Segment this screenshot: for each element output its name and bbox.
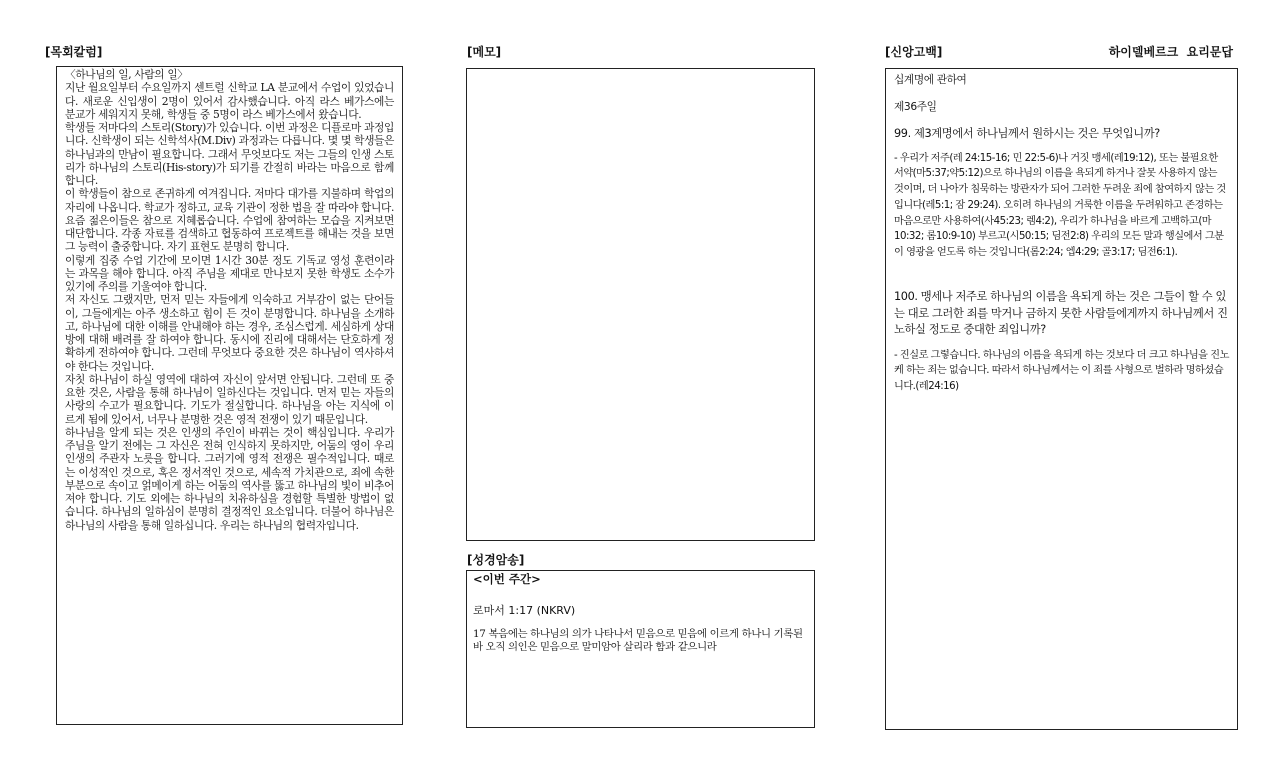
- verse-text: 17 복음에는 하나님의 의가 나타나서 믿음으로 믿음에 이르게 하나니 기록된 바 오직 의인은 믿음으로 말미암아 살리라 함과 같으니라: [473, 628, 803, 653]
- answer-99: - 우리가 저주(레 24:15-16; 민 22:5-6)나 거짓 맹세(레19:12), 또는 불필요한 서약(마5:37;약5:12)으로 하나님의 이름을 욕되게 하거나 잘못 사용하지 않는 것이며, 더 나아가 침묵하는 방관자가 되어 그러한 두려운 죄에 참여하지 않는 것입니다(레5:1; 잠 29:24). 오히려 하나님의 거룩한 이름을 두려워하고 존경하는 마음으로만 사용하여(사45:23; 렘4:2), 우리가 하나님을 바르게 고백하고(마10:32; 롬10:9-10) 부르고(시50:15; 딤전2:8) 우리의 모든 말과 행실에서 그분이 영광을 얻도록 하는 것입니다(롬2:24; 엡4:29; 골3:17; 딤전6:1).: [894, 152, 1226, 259]
- column-paragraph: 학생들 저마다의 스토리(Story)가 있습니다. 이번 과정은 디플로마 과정입니다. 신학생이 되는 신학석사(M.Div) 과정과는 다릅니다. 몇 몇 학생들은 하나님과의 만남이 필요합니다. 그래서 무엇보다도 저는 그들의 인생 스토리가 하나님의 스토리(His-story)가 되기를 간절히 바라는 마음으로 함께 합니다.: [65, 121, 394, 187]
- week-label: <이번 주간>: [473, 572, 541, 586]
- catechism-title: 하이델베르크 요리문답: [1108, 45, 1233, 59]
- memo-header: [메모]: [467, 45, 502, 59]
- pastoral-column-header: [목회칼럼]: [45, 45, 103, 59]
- pastoral-column-box: [56, 66, 403, 725]
- column-title: 〈하나님의 일, 사람의 일〉: [65, 68, 188, 81]
- confession-header: [신앙고백]: [885, 45, 943, 59]
- column-paragraph: 자칫 하나님이 하실 영역에 대하여 자신이 앞서면 안됩니다. 그런데 또 중요한 것은, 사람을 통해 하나님이 일하신다는 것입니다. 먼저 믿는 자들의 사랑의 수고가 필요합니다. 기도가 절실합니다. 하나님을 아는 지식에 이르게 됨에 있어서, 너무나 분명한 것은 영적 전쟁이 있기 때문입니다.: [65, 372, 394, 426]
- confession-box: [885, 68, 1238, 730]
- memo-box[interactable]: [466, 68, 815, 541]
- verse-reference: 로마서 1:17 (NKRV): [473, 604, 576, 617]
- column-paragraph: 지난 월요일부터 수요일까지 센트럴 신학교 LA 분교에서 수업이 있었습니다. 새로운 신입생이 2명이 있어서 감사했습니다. 아직 라스 베가스에는 분교가 세워지지 못해, 학생들 중 5명이 라스 베가스에서 왔습니다.: [65, 81, 394, 121]
- pastoral-column-body: [57, 67, 402, 532]
- answer-100: - 진실로 그렇습니다. 하나님의 이름을 욕되게 하는 것보다 더 크고 하나님을 진노케 하는 죄는 없습니다. 따라서 하나님께서는 이 죄를 사형으로 벌하라 명하셨습니다.(레24:16): [894, 349, 1229, 393]
- lords-day-label: 제36주일: [894, 100, 937, 113]
- topic-label: 십계명에 관하여: [894, 73, 967, 86]
- scripture-memory-header: [성경암송]: [467, 553, 525, 567]
- scripture-memory-body: [467, 571, 814, 653]
- confession-body: [886, 69, 1237, 395]
- column-paragraph: 하나님을 알게 되는 것은 인생의 주인이 바뀌는 것이 핵심입니다. 우리가 주님을 알기 전에는 그 자신은 전혀 인식하지 못하지만, 어둠의 영이 우리 인생의 주관자 노릇을 합니다. 그러기에 영적 전쟁은 필수적입니다. 때로는 이성적인 것으로, 혹은 정서적인 것으로, 세속적 가치관으로, 죄에 속한 부분으로 속이고 얽메이게 하는 어둠의 역사를 뚫고 하나님의 빛이 비추어져야 합니다. 기도 외에는 하나님의 치유하심을 경험할 특별한 방법이 없습니다. 하나님의 일하심이 분명히 결정적인 요소입니다. 더불어 하나님은 하나님의 사람을 통해 일하십니다. 우리는 하나님의 협력자입니다.: [65, 425, 394, 532]
- column-paragraph: 이 학생들이 참으로 존귀하게 여겨집니다. 저마다 대가를 지불하며 학업의 자리에 나옵니다. 학교가 정하고, 교육 기관이 정한 법을 잘 따라야 합니다. 요즘 젊은이들은 참으로 지혜롭습니다. 수업에 참여하는 모습을 지켜보면 대단합니다. 각종 자료를 검색하고 협동하여 프로젝트를 해내는 것을 보면 그 능력이 출중합니다. 자기 표현도 분명히 합니다.: [65, 187, 394, 254]
- column-paragraph: 저 자신도 그랬지만, 먼저 믿는 자들에게 익숙하고 거부감이 없는 단어들이, 그들에게는 아주 생소하고 힘이 든 것이 분명합니다. 하나님을 소개하고, 하나님에 대한 이해를 안내해야 하는 경우, 조심스럽게. 세심하게 상대방에 대해 배려를 잘 하여야 합니다. 동시에 진리에 대해서는 단호하게 정확하게 전하여야 합니다. 그런데 무엇보다 중요한 것은 하나님이 역사하셔야 한다는 것입니다.: [65, 293, 394, 373]
- question-100: 100. 맹세나 저주로 하나님의 이름을 욕되게 하는 것은 그들이 할 수 있는 대로 그러한 죄를 막거나 금하지 못한 사람들에게까지 하나님께서 진노하실 정도로 중대한 죄입니까?: [894, 290, 1228, 337]
- scripture-memory-box: [466, 570, 815, 728]
- question-99: 99. 제3계명에서 하나님께서 원하시는 것은 무엇입니까?: [894, 127, 1160, 140]
- column-paragraph: 이렇게 집중 수업 기간에 모이면 1시간 30분 정도 기독교 영성 훈련이라는 과목을 해야 합니다. 아직 주님을 제대로 만나보지 못한 학생도 소수가 있기에 주의를 기울여야 합니다.: [65, 253, 394, 293]
